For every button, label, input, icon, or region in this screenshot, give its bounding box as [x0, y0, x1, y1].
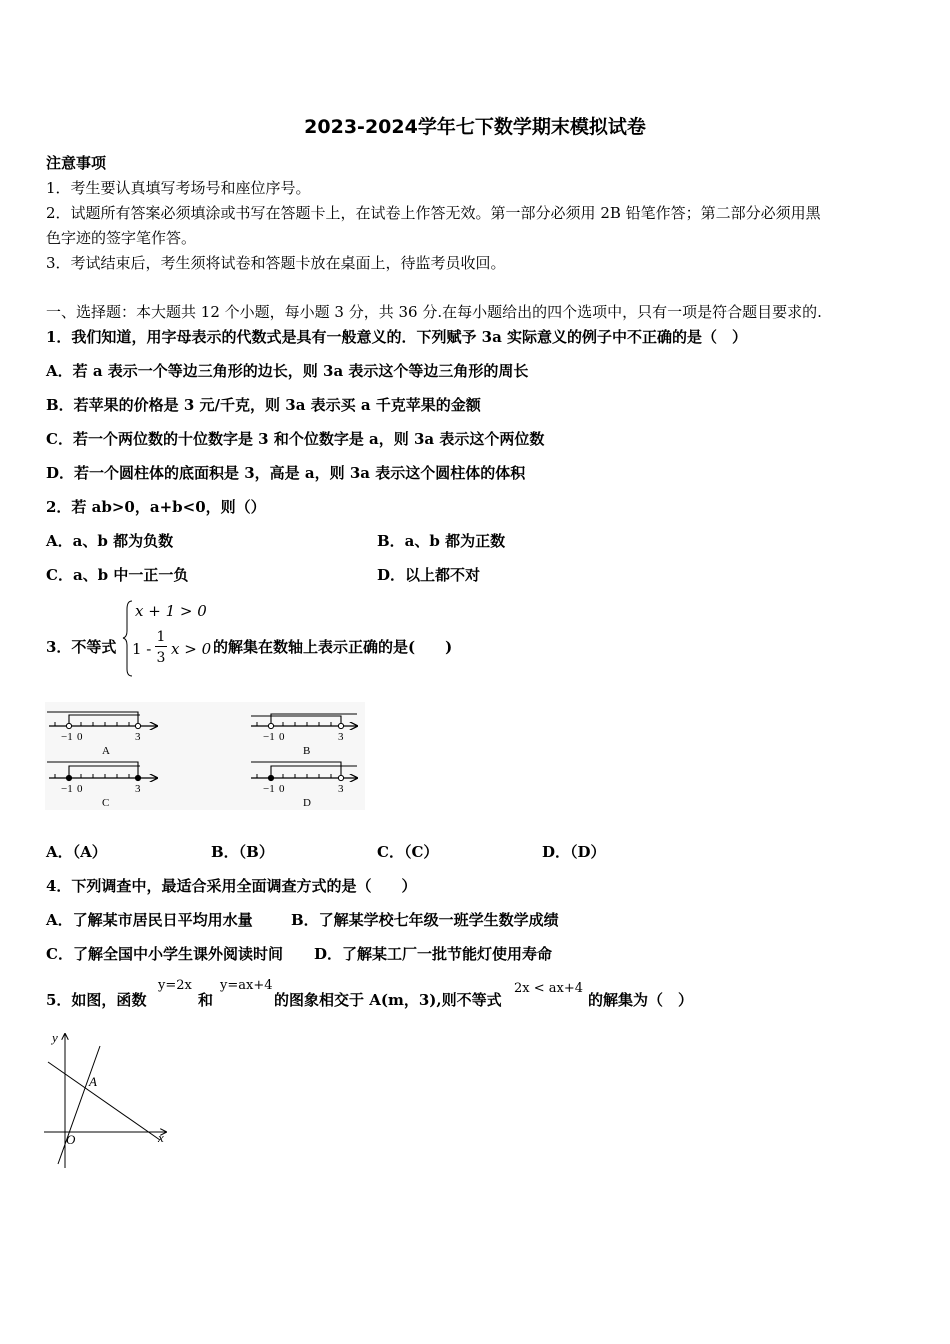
q3-option-c: C．（C） [377, 843, 439, 861]
q1-option-d: D．若一个圆柱体的底面积是 3，高是 a，则 3a 表示这个圆柱体的体积 [46, 464, 526, 482]
q5-text-2: 和 [198, 991, 214, 1009]
page-title: 2023-2024学年七下数学期末模拟试卷 [304, 116, 646, 138]
label-d-three: 3 [338, 783, 344, 795]
q5-formula-2: y=ax+4 [220, 978, 273, 993]
label-c-minus1: −1 [61, 783, 73, 795]
label-d-minus1: −1 [263, 783, 275, 795]
notice-line-1: 1．考生要认真填写考场号和座位序号。 [46, 179, 311, 197]
notice-line-3: 3．考试结束后，考生须将试卷和答题卡放在桌面上，待监考员收回。 [46, 254, 506, 272]
q3-frac-num: 1 [156, 629, 166, 645]
line-y-2x [58, 1046, 100, 1164]
label-a-three: 3 [135, 731, 141, 743]
q3-option-a: A．（A） [46, 843, 107, 861]
origin-label: O [66, 1132, 76, 1147]
q3-option-d: D．（D） [542, 843, 606, 861]
intersection-label: A [89, 1074, 97, 1089]
q1-option-c: C．若一个两位数的十位数字是 3 和个位数字是 a，则 3a 表示这个两位数 [46, 430, 545, 448]
q1-option-a: A．若 a 表示一个等边三角形的边长，则 3a 表示这个等边三角形的周长 [46, 362, 529, 380]
label-b-minus1: −1 [263, 731, 275, 743]
q3-suffix: 的解集在数轴上表示正确的是( ) [213, 638, 453, 656]
x-axis-label: x [158, 1130, 164, 1145]
q5-text-3: 的图象相交于 A(m，3),则不等式 [274, 991, 502, 1009]
notice-line-2: 2．试题所有答案必须填涂或书写在答题卡上，在试卷上作答无效。第一部分必须用 2B 铅笔作答；第二部分必须用黑 [46, 204, 821, 222]
q4-option-c: C．了解全国中小学生课外阅读时间 [46, 945, 283, 963]
q4-stem: 4．下列调查中，最适合采用全面调查方式的是（ ） [46, 877, 417, 895]
q5-formula-1: y=2x [158, 978, 192, 993]
q2-option-a: A．a、b 都为负数 [46, 532, 174, 550]
label-c-three: 3 [135, 783, 141, 795]
q3-option-b: B．（B） [211, 843, 274, 861]
q3-ineq-1: x + 1 > 0 [135, 602, 207, 620]
q5-text-4: 的解集为（ ） [588, 991, 694, 1009]
q2-stem: 2．若 ab>0，a+b<0，则（） [46, 498, 266, 516]
figure-label-a: A [102, 745, 110, 757]
notice-heading: 注意事项 [46, 154, 107, 172]
q2-option-d: D．以上都不对 [377, 566, 481, 584]
figure-label-d: D [303, 797, 311, 809]
label-a-minus1: −1 [61, 731, 73, 743]
label-a-zero: 0 [77, 731, 83, 743]
q4-option-d: D．了解某工厂一批节能灯使用寿命 [314, 945, 553, 963]
q4-option-b: B．了解某学校七年级一班学生数学成绩 [291, 911, 559, 929]
q4-option-a: A．了解某市居民日平均用水量 [46, 911, 253, 929]
y-axis-label: y [52, 1030, 58, 1045]
q3-number-line-figures [45, 702, 365, 810]
figure-label-b: B [303, 745, 311, 757]
q2-option-c: C．a、b 中一正一负 [46, 566, 189, 584]
q2-option-b: B．a、b 都为正数 [377, 532, 506, 550]
q3-ineq-2-pre: 1 - [132, 640, 152, 658]
notice-line-2-cont: 色字迹的签字笔作答。 [46, 229, 197, 247]
label-b-three: 3 [338, 731, 344, 743]
q3-prefix: 3．不等式 [46, 638, 117, 656]
figure-label-c: C [102, 797, 110, 809]
label-b-zero: 0 [279, 731, 285, 743]
q3-frac-den: 3 [156, 650, 166, 666]
q3-ineq-2-post: x > 0 [171, 640, 212, 658]
q5-formula-3: 2x < ax+4 [514, 981, 584, 996]
label-c-zero: 0 [77, 783, 83, 795]
q5-function-graph [40, 1028, 175, 1173]
q5-text-1: 5．如图，函数 [46, 991, 147, 1009]
section-heading: 一、选择题：本大题共 12 个小题，每小题 3 分，共 36 分.在每小题给出的四个选项中，只有一项是符合题目要求的. [46, 303, 822, 321]
q1-stem: 1．我们知道，用字母表示的代数式是具有一般意义的．下列赋予 3a 实际意义的例子中不正确的是（ ） [46, 328, 748, 346]
q1-option-b: B．若苹果的价格是 3 元/千克，则 3a 表示买 a 千克苹果的金额 [46, 396, 481, 414]
label-d-zero: 0 [279, 783, 285, 795]
